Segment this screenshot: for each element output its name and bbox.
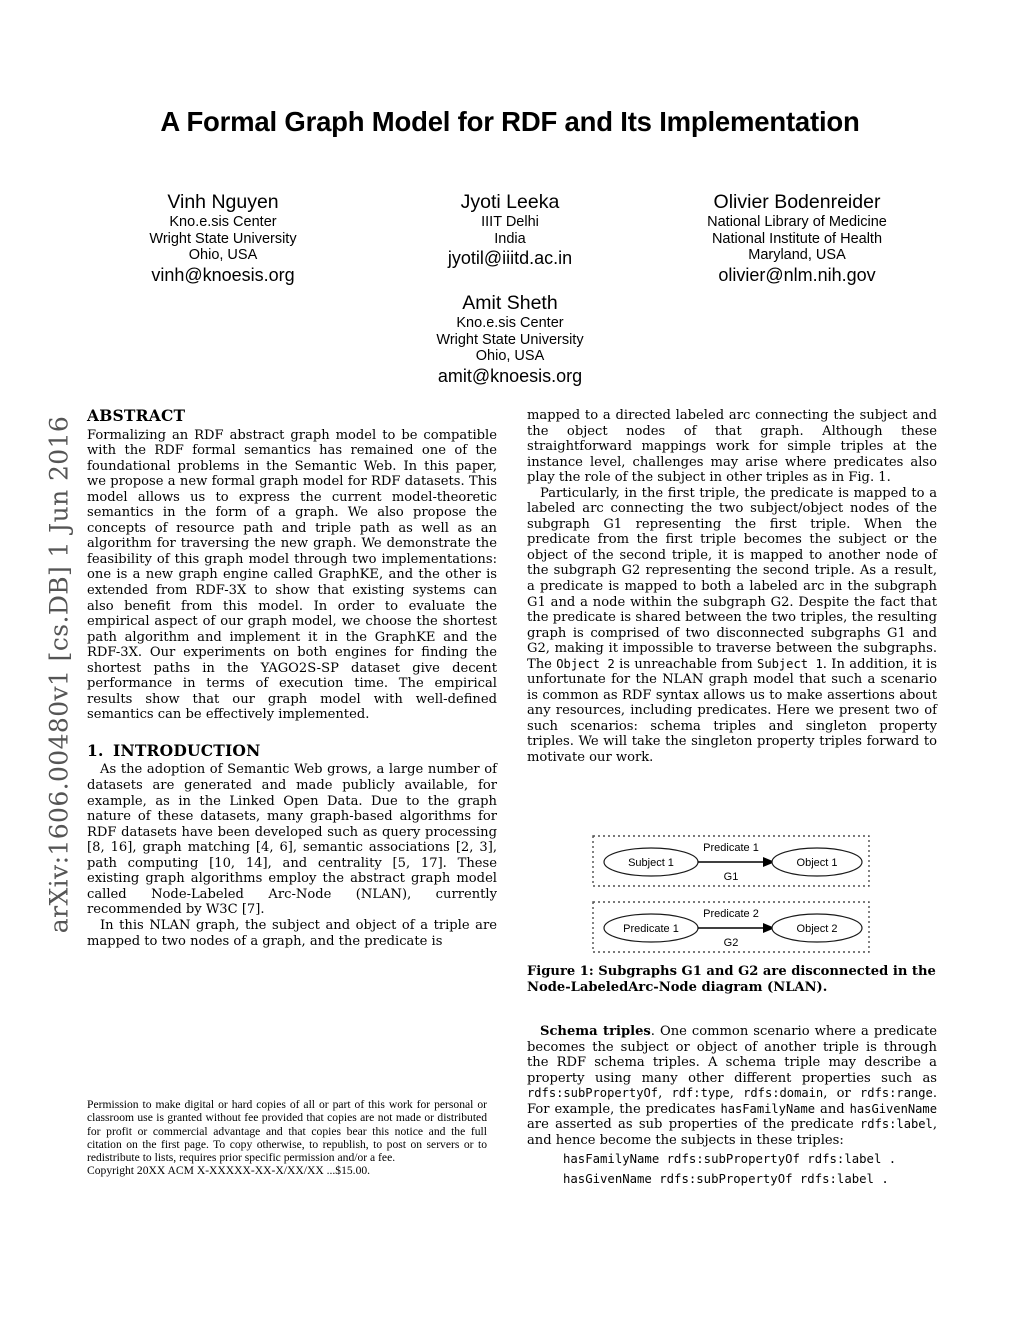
schema-text-f: and — [815, 1101, 850, 1117]
author-affiliation-line: Ohio, USA — [475, 348, 545, 364]
code-rdf-type: rdf:type — [671, 1086, 730, 1101]
abstract-heading: ABSTRACT — [87, 406, 186, 425]
para3-text-b: is unreachable from — [614, 656, 758, 672]
copyright-block — [87, 1098, 487, 1178]
author-affiliation-line: Kno.e.sis Center — [169, 214, 277, 230]
abstract-body: Formalizing an RDF abstract graph model to be compatible with the RDF formal semantics has remained one of the foundational problems in the Semantic Web. In this paper, we propose a new formal graph model for RDF datasets. This model allows us to express the current model-theoretic semantics in the form of a graph. We also propose the concepts of resource path and triple path as well as an algorithm for traversing the new graph. We demonstrate the feasibility of this graph model through two implementations: one is a new graph engine called GraphKE, and the other is extended from RDF-3X to show that existing systems can also benefit from this model. In order to evaluate the empirical aspect of our graph model, we choose the shortest path algorithm and implement it in the GraphKE and the RDF-3X. Our experiments on both engines for finding the shortest paths in the YAGO2S-SP dataset give decent performance in terms of execution time. The empirical results show that our graph model with well-defined semantics can be effectively implemented. — [87, 427, 497, 723]
author-block-1 — [85, 190, 361, 286]
author-affiliation-line: National Library of Medicine — [707, 214, 887, 230]
author-affiliation-line: Wright State University — [436, 331, 584, 348]
intro-paragraph-3 — [527, 486, 937, 766]
author-affiliation-line: IIIT Delhi — [481, 214, 539, 230]
author-email: jyotil@iiitd.ac.in — [447, 248, 573, 268]
node-subject-1-label: Subject 1 — [628, 857, 674, 869]
node-object-1-label: Object 1 — [796, 857, 838, 869]
triple-code-line: hasGivenName rdfs:subPropertyOf rdfs:label . — [563, 1172, 889, 1187]
code-object-2: Object 2 — [556, 656, 615, 671]
author-affiliation-line: Ohio, USA — [188, 247, 258, 263]
permission-text: Permission to make digital or hard copies of all or part of this work for personal or classroom use is granted without fee provided that copies are not made or distributed for profit or commercial advantage and that copies bear this notice and the full citation on the first page. To copy otherwise, to republish, to post on servers or to redistribute to lists, requires prior specific permission and/or a fee. — [87, 1098, 487, 1165]
code-rdfs-subpropertyof: rdfs:subPropertyOf — [527, 1086, 659, 1101]
para3-text-a: Particularly, in the first triple, the predicate is mapped to a labeled arc connecting the two subject/object nodes of the subgraph G1 representing the first triple. When the predicate from the first triple becomes the subject or the object of the second triple, it is mapped to another node of the subgraph G2 representing the second triple. As a result, a predicate is mapped to both a labeled arc in the subgraph G1 and a node within the subgraph G2. Despite the fact that the predicate is shared between the two triples, the resulting graph is comprised of two disconnected subgraphs G1 and G2, making it impossible to traverse between the subgraphs. The — [527, 485, 937, 672]
edge-g2-label: Predicate 2 — [703, 908, 759, 920]
code-subject-1: Subject 1 — [757, 656, 823, 671]
node-predicate-1-label: Predicate 1 — [623, 923, 679, 935]
section-title: INTRODUCTION — [113, 740, 261, 760]
schema-triples-block — [527, 1024, 937, 1188]
triple-code-line: hasFamilyName rdfs:subPropertyOf rdfs:label . — [563, 1152, 897, 1167]
author-name: Jyoti Leeka — [460, 191, 560, 213]
section-number: 1. — [87, 740, 104, 760]
para3-text-c: . In addition, it is unfortunate for the NLAN graph model that such a scenario is common as RDF syntax allows us to make assertions about any resources, including predicates. Here we present two of such scenarios: schema triples and singleton property triples. We will take the singleton property triples forward to motivate our work. — [527, 656, 938, 766]
page-title: A Formal Graph Model for RDF and Its Implementation — [160, 106, 860, 137]
figure-caption-line-1: Figure 1: Subgraphs G1 and G2 are disconnected in — [527, 964, 908, 979]
arxiv-stamp: arXiv:1606.00480v1 [cs.DB] 1 Jun 2016 — [44, 415, 74, 934]
author-email: vinh@knoesis.org — [151, 264, 295, 285]
author-name: Amit Sheth — [462, 292, 558, 314]
figure-1-caption — [527, 964, 937, 996]
schema-text-d: , or — [823, 1086, 861, 1102]
author-block-2 — [372, 190, 648, 269]
author-name: Olivier Bodenreider — [713, 191, 881, 213]
code-rdfs-domain: rdfs:domain — [743, 1086, 824, 1101]
author-affiliation-line: Maryland, USA — [748, 247, 846, 263]
author-block-4 — [360, 291, 660, 387]
schema-text-g: are asserted as sub properties of the predicate — [527, 1117, 861, 1133]
intro-paragraph-1: As the adoption of Semantic Web grows, a large number of datasets are generated and made publicly available, for example, as in the Linked Open Data. Due to the graph nature of these datasets, many graph-based algorithms for RDF datasets have been developed such as query processing [8, 16], graph matching [4, 6], semantic associations [2, 3], path computing [10, 14], and centrality [5, 17]. These existing graph algorithms employ the abstract graph model called Node-Labeled Arc-Node (NLAN), currently recommended by W3C [7]. — [87, 762, 497, 918]
subgraph-g1-label: G1 — [723, 871, 739, 883]
intro-paragraph-2-right: mapped to a directed labeled arc connecting the subject and the object nodes of that graph. Although these straightforward mappings work for simple triples at the instance level, challenges may arise where predicates also play the role of the subject in other triples as in Fig. 1. — [527, 408, 937, 486]
schema-text-c: , — [729, 1086, 744, 1102]
code-hasfamilyname: hasFamilyName — [720, 1101, 816, 1116]
node-object-2-label: Object 2 — [796, 923, 838, 935]
author-affiliation-line: Kno.e.sis Center — [456, 315, 564, 331]
schema-triples-paragraph — [527, 1024, 937, 1148]
schema-triples-lead: Schema triples — [540, 1024, 651, 1039]
subgraph-g2-label: G2 — [723, 937, 739, 949]
introduction-heading — [87, 740, 497, 760]
author-name: Vinh Nguyen — [167, 191, 279, 213]
author-email: amit@knoesis.org — [437, 365, 583, 386]
schema-text-e: . For example, the predicates — [527, 1086, 937, 1117]
author-affiliation-line: India — [494, 230, 526, 247]
author-block-3 — [659, 190, 935, 286]
figure-1 — [527, 834, 937, 964]
author-affiliation-line: National Institute of Health — [711, 230, 883, 247]
schema-text-b: , — [658, 1086, 672, 1102]
figure-caption-line-2: the Node-LabeledArc-Node diagram (NLAN). — [527, 964, 936, 995]
schema-text-h: , and hence become the subjects in these triples: — [527, 1117, 937, 1148]
intro-paragraph-2-left: In this NLAN graph, the subject and object of a triple are mapped to two nodes of a graph, and the predicate is — [87, 917, 497, 949]
right-column — [527, 408, 937, 766]
code-hasgivenname: hasGivenName — [849, 1101, 937, 1116]
left-column — [87, 408, 497, 949]
figure-1-svg — [527, 834, 937, 960]
code-rdfs-range: rdfs:range — [860, 1086, 933, 1101]
copyright-line: Copyright 20XX ACM X-XXXXX-XX-X/XX/XX ...$15.00. — [87, 1164, 371, 1178]
author-affiliation-line: Wright State University — [149, 230, 297, 247]
section-spacer — [87, 723, 497, 743]
author-email: olivier@nlm.nih.gov — [718, 264, 876, 285]
edge-g1-label: Predicate 1 — [703, 842, 759, 854]
authors-row — [85, 190, 935, 286]
code-rdfs-label: rdfs:label — [860, 1117, 933, 1132]
schema-text-a: . One common scenario where a predicate becomes the subject or object of another triple is through the RDF schema triples. A schema triple may describe a property using many other different properties such as — [527, 1024, 937, 1086]
